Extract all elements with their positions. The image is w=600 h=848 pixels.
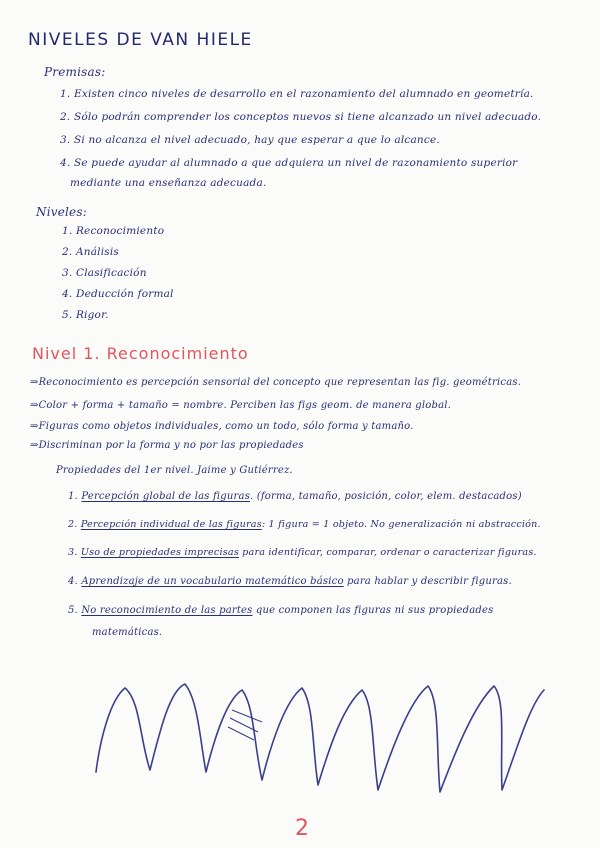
propiedad-rest: para identificar, comparar, ordenar o caracterizar figuras. <box>238 547 537 558</box>
nivel-list-item: 4. Deducción formal <box>62 288 174 300</box>
premisa-item-continuation: mediante una enseñanza adecuada. <box>70 177 267 189</box>
nivel-list-item: 2. Análisis <box>62 246 120 258</box>
propiedad-underlined: Aprendizaje de un vocabulario matemático básico <box>81 576 344 587</box>
propiedad-underlined: Percepción individual de las figuras <box>80 519 262 530</box>
premisas-heading: Premisas: <box>44 65 106 79</box>
premisa-item: 2. Sólo podrán comprender los conceptos nuevos si tiene alcanzado un nivel adecuado. <box>60 111 542 123</box>
nivel1-bullet: ⇒Discriminan por la forma y no por las propiedades <box>30 440 304 451</box>
propiedades-heading: Propiedades del 1er nivel. Jaime y Gutiérrez. <box>56 465 293 476</box>
nivel1-bullet: ⇒Figuras como objetos individuales, como un todo, sólo forma y tamaño. <box>30 421 414 432</box>
propiedad-rest: que componen las figuras ni sus propiedades <box>252 605 494 616</box>
propiedad-num: 4. <box>68 576 78 587</box>
propiedad-num: 5. <box>68 605 78 616</box>
premisa-item: 4. Se puede ayudar al alumnado a que adquiera un nivel de razonamiento superior <box>60 157 518 169</box>
propiedad-rest: . (forma, tamaño, posición, color, elem. destacados) <box>250 491 522 502</box>
niveles-heading: Niveles: <box>36 205 87 219</box>
page-title: NIVELES DE VAN HIELE <box>28 30 253 50</box>
propiedad-rest: : 1 figura = 1 objeto. No generalización ni abstracción. <box>261 519 541 530</box>
propiedad-underlined: No reconocimiento de las partes <box>81 605 253 616</box>
page-number: 2 <box>295 816 310 841</box>
propiedad-num: 1. <box>68 491 78 502</box>
nivel-list-item: 3. Clasificación <box>62 267 147 279</box>
nivel-list-item: 1. Reconocimiento <box>62 225 165 237</box>
nivel1-bullet: ⇒Color + forma + tamaño = nombre. Perciben las figs geom. de manera global. <box>30 400 452 411</box>
premisa-item: 3. Si no alcanza el nivel adecuado, hay que esperar a que lo alcance. <box>60 134 440 146</box>
premisa-item: 1. Existen cinco niveles de desarrollo en el razonamiento del alumnado en geometría. <box>60 88 534 100</box>
propiedad-underlined: Percepción global de las figuras <box>81 491 251 502</box>
propiedad-num: 2. <box>68 519 78 530</box>
propiedad-rest: para hablar y describir figuras. <box>343 576 512 587</box>
nivel-list-item: 5. Rigor. <box>62 309 109 321</box>
propiedad-continuation: matemáticas. <box>92 627 163 638</box>
propiedad-num: 3. <box>68 547 78 558</box>
nivel1-heading: Nivel 1. Reconocimiento <box>32 344 249 363</box>
propiedad-underlined: Uso de propiedades imprecisas <box>80 547 239 558</box>
nivel1-bullet: ⇒Reconocimiento es percepción sensorial del concepto que representan las fig. geométricas. <box>30 377 522 388</box>
